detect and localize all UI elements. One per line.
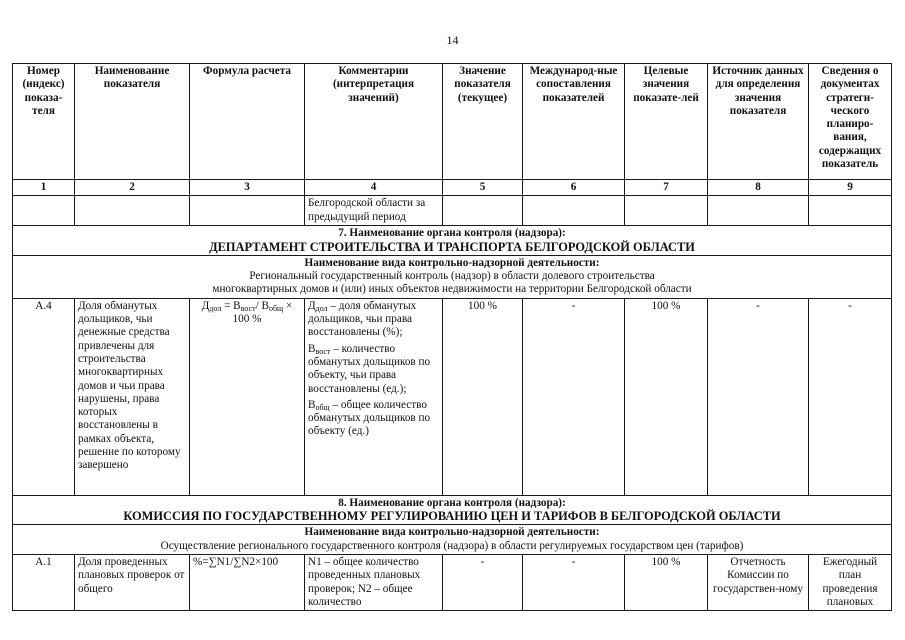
- indicator-comment: [305, 298, 443, 495]
- indicator-intl-comparison: -: [523, 298, 625, 495]
- header-cell: Значение показателя (текущее): [443, 64, 523, 180]
- header-cell: Сведения о документах стратеги-ческого планиро-вания, содержащих показатель: [809, 64, 892, 180]
- column-number: 2: [75, 180, 190, 196]
- section-7-title-row: [13, 226, 892, 256]
- header-cell: Целевые значения показате-лей: [625, 64, 708, 180]
- indicator-comment: N1 – общее количество проведенных плановых проверок; N2 – общее количество: [305, 554, 443, 610]
- indicator-current-value: 100 %: [443, 298, 523, 495]
- indicator-name: Доля обманутых дольщиков, чьи денежные средства привлечены для строительства многоквартирных домов и чьи права нарушены, права которых восстановлены в рамках объекта, решение по которому завершено: [75, 298, 190, 495]
- section-8-activity-line-1: Осуществление регионального государственного контроля (надзора) в области регулируемых государством цен (тарифов): [160, 539, 744, 552]
- column-number: 5: [443, 180, 523, 196]
- column-number: 3: [190, 180, 305, 196]
- section-7-title: [13, 226, 892, 256]
- section-8-org-name: КОМИССИЯ ПО ГОСУДАРСТВЕННОМУ РЕГУЛИРОВАНИЮ ЦЕН И ТАРИФОВ В БЕЛГОРОДСКОЙ ОБЛАСТИ: [123, 509, 781, 524]
- column-number: 4: [305, 180, 443, 196]
- column-number: 6: [523, 180, 625, 196]
- indicator-formula: $Д_{дол} = В_{вост}/$ $В_{общ} \times 100$ %: [190, 298, 305, 495]
- header-cell: Наименование показателя: [75, 64, 190, 180]
- header-cell: Номер (индекс) показа-теля: [13, 64, 75, 180]
- section-8-activity-label: Наименование вида контрольно-надзорной деятельности:: [304, 526, 600, 539]
- column-number-row: [13, 180, 892, 196]
- column-number: 9: [809, 180, 892, 196]
- comment-ddol: $Д_{дол}$ – доля обманутых дольщиков, чьи права восстановлены (%);: [308, 299, 417, 339]
- indicator-target-value: 100 %: [625, 554, 708, 610]
- indicator-row-a1: [13, 554, 892, 610]
- indicator-formula: %=∑N1/∑N2×100: [190, 554, 305, 610]
- indicator-index: А.1: [13, 554, 75, 610]
- header-cell: Комментарии (интерпретация значений): [305, 64, 443, 180]
- section-7-activity-line-2: многоквартирных домов и (или) иных объектов недвижимости на территории Белгородской области: [212, 283, 692, 296]
- section-7-activity-row: [13, 255, 892, 298]
- indicators-table: [12, 63, 892, 611]
- indicator-row-a4: [13, 298, 892, 495]
- indicator-index: А.4: [13, 298, 75, 495]
- indicator-intl-comparison: -: [523, 554, 625, 610]
- continuation-row: [13, 196, 892, 226]
- comment-bvost: $В_{вост}$ – количество обманутых дольщиков по объекту, чьи права восстановлены (ед.);: [308, 342, 431, 395]
- header-cell: Международ-ные сопоставления показателей: [523, 64, 625, 180]
- indicator-current-value: -: [443, 554, 523, 610]
- column-number: 7: [625, 180, 708, 196]
- section-8-activity: [13, 525, 892, 555]
- section-7-activity-line-1: Региональный государственный контроль (надзор) в области долевого строительства: [249, 270, 655, 283]
- section-8-title: [13, 495, 892, 525]
- section-8-title-row: [13, 495, 892, 525]
- section-7-activity-label: Наименование вида контрольно-надзорной деятельности:: [304, 256, 600, 269]
- section-7-heading: 7. Наименование органа контроля (надзора):: [338, 227, 566, 240]
- header-row: [13, 64, 892, 180]
- indicator-data-source: -: [708, 298, 809, 495]
- indicator-data-source: Отчетность Комиссии по государствен-ному: [708, 554, 809, 610]
- header-cell: Формула расчета: [190, 64, 305, 180]
- page-number: 14: [446, 33, 459, 47]
- comment-bobsch: $В_{общ}$ – общее количество обманутых дольщиков по объекту (ед.): [308, 398, 431, 438]
- column-number: 8: [708, 180, 809, 196]
- indicator-strategic-docs: -: [809, 298, 892, 495]
- section-8-activity-row: [13, 525, 892, 555]
- header-cell: Источник данных для определения значения показателя: [708, 64, 809, 180]
- indicator-target-value: 100 %: [625, 298, 708, 495]
- section-7-org-name: ДЕПАРТАМЕНТ СТРОИТЕЛЬСТВА И ТРАНСПОРТА БЕЛГОРОДСКОЙ ОБЛАСТИ: [209, 239, 695, 254]
- continuation-comment: Белгородской области за предыдущий период: [305, 196, 443, 226]
- section-7-activity: [13, 255, 892, 298]
- indicator-strategic-docs: Ежегодный план проведения плановых: [809, 554, 892, 610]
- column-number: 1: [13, 180, 75, 196]
- section-8-heading: 8. Наименование органа контроля (надзора):: [338, 496, 566, 509]
- indicator-name: Доля проведенных плановых проверок от общего: [75, 554, 190, 610]
